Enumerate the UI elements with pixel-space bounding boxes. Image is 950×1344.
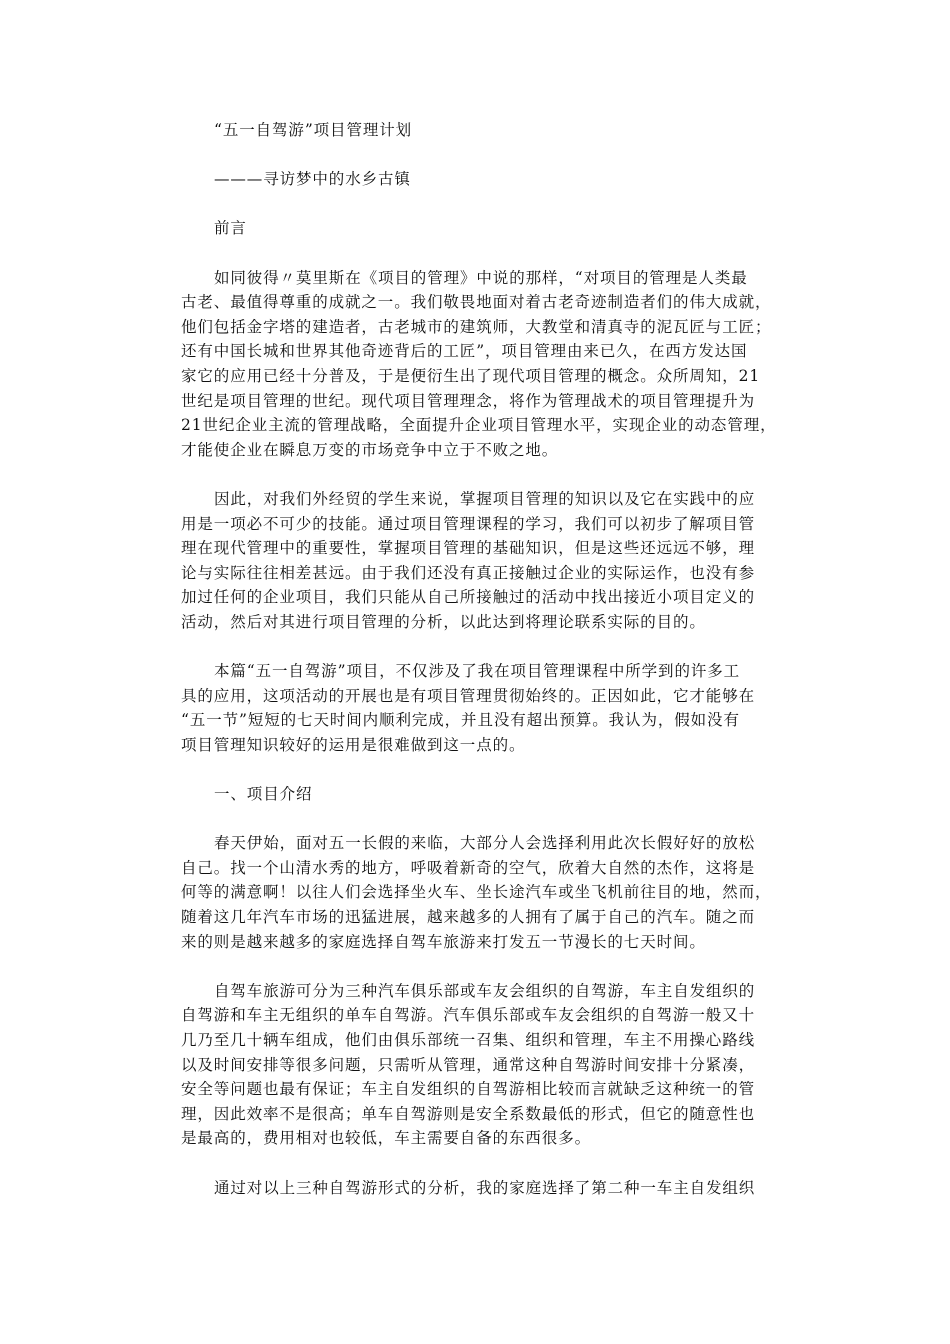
paragraph-line: 如同彼得〃莫里斯在《项目的管理》中说的那样，“对项目的管理是人类最 bbox=[214, 268, 748, 287]
paragraph-line: 项目管理知识较好的运用是很难做到这一点的。 bbox=[181, 735, 526, 754]
paragraph-line: 理在现代管理中的重要性，掌握项目管理的基础知识，但是这些还远远不够，理 bbox=[181, 539, 756, 558]
paragraph-line: 家它的应用已经十分普及，于是便衍生出了现代项目管理的概念。众所周知，21 bbox=[181, 366, 761, 385]
document-title: “五一自驾游”项目管理计划 bbox=[214, 121, 413, 139]
paragraph-line: 世纪是项目管理的世纪。现代项目管理理念，将作为管理战术的项目管理提升为 bbox=[181, 391, 756, 410]
paragraph-line: 自驾车旅游可分为三种汽车俱乐部或车友会组织的自驾游，车主自发组织的 bbox=[214, 981, 756, 1000]
paragraph-line: 安全等问题也最有保证；车主自发组织的自驾游相比较而言就缺乏这种统一的管 bbox=[181, 1080, 756, 1099]
paragraph-line: 古老、最值得尊重的成就之一。我们敬畏地面对着古老奇迹制造者们的伟大成就， bbox=[181, 293, 772, 312]
paragraph bbox=[181, 266, 781, 463]
paragraph-line: 活动，然后对其进行项目管理的分析，以此达到将理论联系实际的目的。 bbox=[181, 612, 706, 631]
paragraph-line: 他们包括金字塔的建造者，古老城市的建筑师，大教堂和清真寺的泥瓦匠与工匠； bbox=[181, 317, 772, 336]
paragraph-line: 21世纪企业主流的管理战略，全面提升企业项目管理水平，实现企业的动态管理， bbox=[181, 416, 777, 435]
paragraph bbox=[181, 979, 781, 1151]
paragraph-line: 还有中国长城和世界其他奇迹背后的工匠”，项目管理由来已久，在西方发达国 bbox=[181, 342, 748, 361]
paragraph-line: 自己。找一个山清水秀的地方，呼吸着新奇的空气，欣着大自然的杰作，这将是 bbox=[181, 858, 756, 877]
paragraph bbox=[181, 659, 781, 757]
paragraph-line: 以及时间安排等很多问题，只需听从管理，通常这种自驾游时间安排十分紧凑， bbox=[181, 1055, 756, 1074]
paragraph-line: 来的则是越来越多的家庭选择自驾车旅游来打发五一节漫长的七天时间。 bbox=[181, 932, 706, 951]
paragraph-line: 几乃至几十辆车组成，他们由俱乐部统一召集、组织和管理，车主不用操心路线 bbox=[181, 1030, 756, 1049]
paragraph-line: 自驾游和车主无组织的单车自驾游。汽车俱乐部或车友会组织的自驾游一般又十 bbox=[181, 1006, 756, 1025]
paragraph-line: 本篇“五一自驾游”项目，不仅涉及了我在项目管理课程中所学到的许多工 bbox=[214, 662, 741, 681]
paragraph bbox=[181, 1176, 781, 1201]
paragraph-line: 是最高的，费用相对也较低，车主需要自备的东西很多。 bbox=[181, 1129, 592, 1148]
paragraph bbox=[181, 831, 781, 954]
preface-heading: 前言 bbox=[214, 219, 247, 238]
paragraph-line: 何等的满意啊！以往人们会选择坐火车、坐长途汽车或坐飞机前往目的地，然而， bbox=[181, 883, 772, 902]
paragraph-line: “五一节”短短的七天时间内顺利完成，并且没有超出预算。我认为，假如没有 bbox=[181, 711, 740, 730]
paragraph-line: 论与实际往往相差甚远。由于我们还没有真正接触过企业的实际运作，也没有参 bbox=[181, 563, 756, 582]
document-subtitle: ———寻访梦中的水乡古镇 bbox=[214, 170, 411, 189]
paragraph-line: 通过对以上三种自驾游形式的分析，我的家庭选择了第二种一车主自发组织 bbox=[214, 1178, 756, 1197]
paragraph-line: 加过任何的企业项目，我们只能从自己所接触过的活动中找出接近小项目定义的 bbox=[181, 588, 756, 607]
paragraph-line: 用是一项必不可少的技能。通过项目管理课程的学习，我们可以初步了解项目管 bbox=[181, 514, 756, 533]
paragraph-line: 才能使企业在瞬息万变的市场竞争中立于不败之地。 bbox=[181, 440, 559, 459]
paragraph-line: 因此，对我们外经贸的学生来说，掌握项目管理的知识以及它在实践中的应 bbox=[214, 489, 756, 508]
paragraph bbox=[181, 487, 781, 635]
paragraph-line: 春天伊始，面对五一长假的来临，大部分人会选择利用此次长假好好的放松 bbox=[214, 834, 756, 853]
section-heading: 一、项目介绍 bbox=[214, 785, 313, 804]
paragraph-line: 理，因此效率不是很高；单车自驾游则是安全系数最低的形式，但它的随意性也 bbox=[181, 1104, 756, 1123]
document-page bbox=[181, 118, 781, 1200]
paragraph-line: 具的应用，这项活动的开展也是有项目管理贯彻始终的。正因如此，它才能够在 bbox=[181, 686, 756, 705]
paragraph-line: 随着这几年汽车市场的迅猛进展，越来越多的人拥有了属于自己的汽车。随之而 bbox=[181, 908, 756, 926]
